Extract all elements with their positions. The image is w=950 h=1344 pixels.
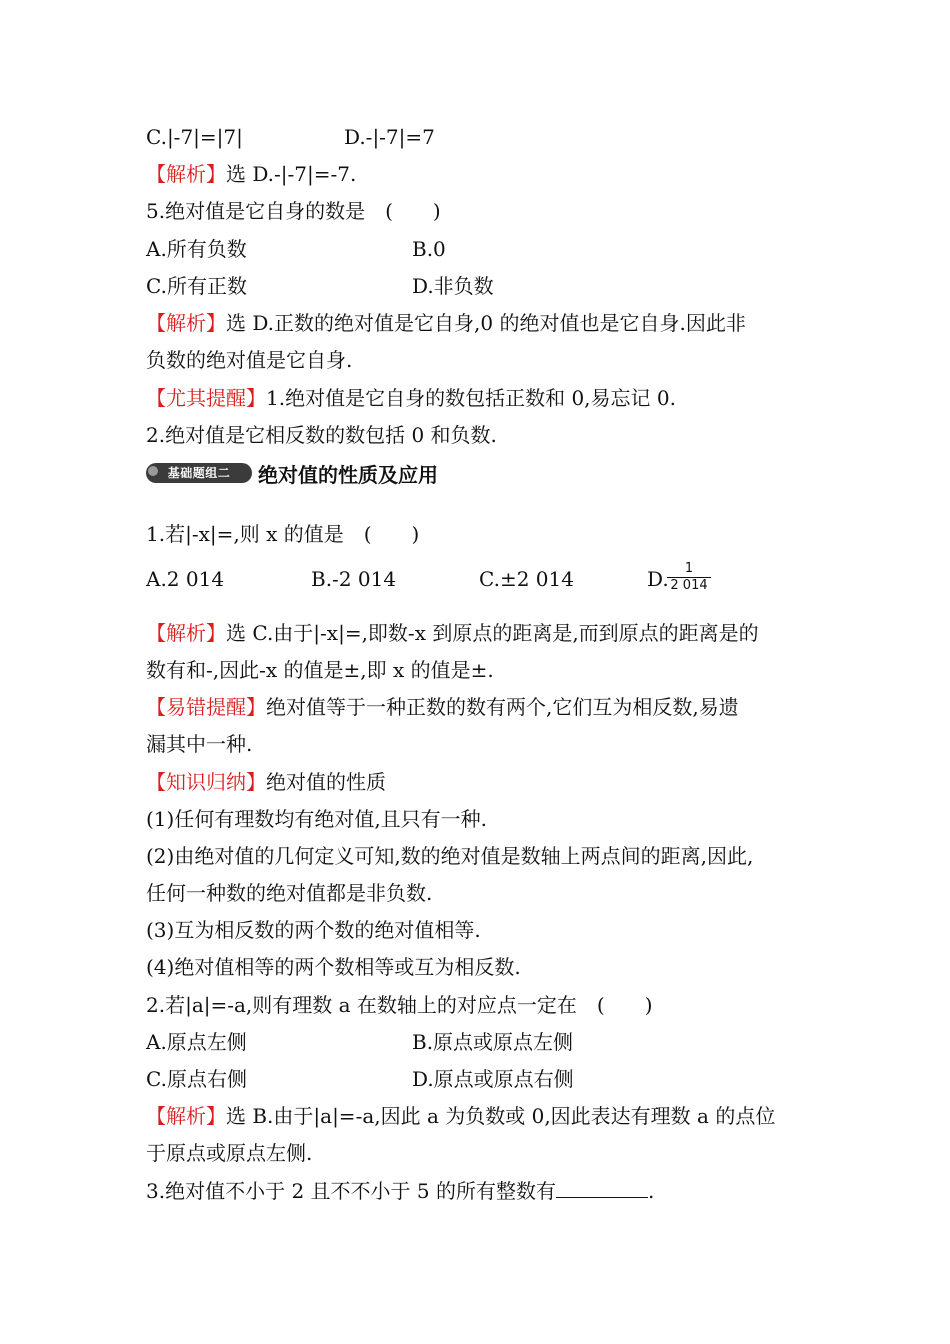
knowledge-item-1: (1)任何有理数均有绝对值,且只有一种. (146, 807, 488, 831)
analysis-text: 选 B.由于|a|=-a,因此 a 为负数或 0,因此表达有理数 a 的点位 (226, 1104, 776, 1128)
question-3-text: 3.绝对值不小于 2 且不不小于 5 的所有整数有 (146, 1179, 556, 1203)
knowledge-item-4: (4)绝对值相等的两个数相等或互为相反数. (146, 955, 521, 979)
fraction-denominator: 2 014 (670, 578, 708, 593)
option-c: C.原点右侧 (146, 1067, 247, 1091)
option-c: C.|-7|=|7| (146, 125, 243, 149)
question-3-end: . (647, 1179, 655, 1203)
error-reminder-text: 绝对值等于一种正数的数有两个,它们互为相反数,易遗 (266, 695, 739, 719)
option-b: B.-2 014 (311, 567, 397, 591)
knowledge-item-2: (2)由绝对值的几何定义可知,数的绝对值是数轴上两点间的距离,因此, (146, 844, 754, 868)
analysis-tag: 【解析】 (146, 621, 226, 645)
question-2: 2.若|a|=-a,则有理数 a 在数轴上的对应点一定在 ( ) (146, 993, 653, 1017)
analysis-text: 选 C.由于|-x|=,即数-x 到原点的距离是,而到原点的距离是的 (226, 621, 759, 645)
option-a: A.2 014 (146, 567, 225, 591)
analysis-tag: 【解析】 (146, 311, 226, 335)
analysis-line (146, 310, 746, 336)
option-a: A.原点左侧 (146, 1030, 247, 1054)
analysis-line (146, 620, 759, 646)
option-d: D. (647, 567, 669, 591)
question-5: 5.绝对值是它自身的数是 ( ) (146, 199, 441, 223)
reminder-line (146, 385, 676, 411)
option-d: D.非负数 (412, 274, 494, 298)
option-c: C.±2 014 (479, 567, 574, 591)
section-badge-label: 基础题组二 (146, 463, 252, 483)
option-d: D.-|-7|=7 (344, 125, 435, 149)
error-reminder-continued: 漏其中一种. (146, 732, 253, 756)
badge-dot-icon (148, 466, 158, 476)
knowledge-item-2-continued: 任何一种数的绝对值都是非负数. (146, 881, 433, 905)
option-row (344, 124, 435, 150)
analysis-text: 选 D.-|-7|=-7. (226, 162, 357, 186)
question-1: 1.若|-x|=,则 x 的值是 ( ) (146, 522, 420, 546)
option-d: D.原点或原点右侧 (412, 1067, 574, 1091)
fraction (667, 562, 711, 593)
analysis-line (146, 161, 356, 187)
section-title: 绝对值的性质及应用 (258, 463, 438, 487)
option-b: B.0 (412, 237, 446, 261)
option-b: B.原点或原点左侧 (412, 1030, 574, 1054)
knowledge-item-3: (3)互为相反数的两个数的绝对值相等. (146, 918, 481, 942)
error-reminder-line (146, 694, 739, 720)
error-reminder-tag: 【易错提醒】 (146, 695, 266, 719)
analysis-line (146, 1103, 775, 1129)
analysis-tag: 【解析】 (146, 162, 226, 186)
analysis-continued: 数有和-,因此-x 的值是±,即 x 的值是±. (146, 658, 494, 682)
analysis-continued: 负数的绝对值是它自身. (146, 348, 353, 372)
analysis-text: 选 D.正数的绝对值是它自身,0 的绝对值也是它自身.因此非 (226, 311, 746, 335)
fraction-numerator: 1 (684, 561, 694, 576)
knowledge-line (146, 769, 386, 795)
option-row (146, 124, 243, 150)
reminder-tag: 【尤其提醒】 (146, 386, 266, 410)
analysis-tag: 【解析】 (146, 1104, 226, 1128)
question-3 (146, 1178, 654, 1204)
option-a: A.所有负数 (146, 237, 247, 261)
reminder-text: 1.绝对值是它自身的数包括正数和 0,易忘记 0. (266, 386, 676, 410)
analysis-continued: 于原点或原点左侧. (146, 1141, 313, 1165)
knowledge-tag: 【知识归纳】 (146, 770, 266, 794)
reminder-continued: 2.绝对值是它相反数的数包括 0 和负数. (146, 423, 497, 447)
option-c: C.所有正数 (146, 274, 247, 298)
knowledge-text: 绝对值的性质 (266, 770, 386, 794)
answer-blank[interactable] (556, 1179, 648, 1198)
